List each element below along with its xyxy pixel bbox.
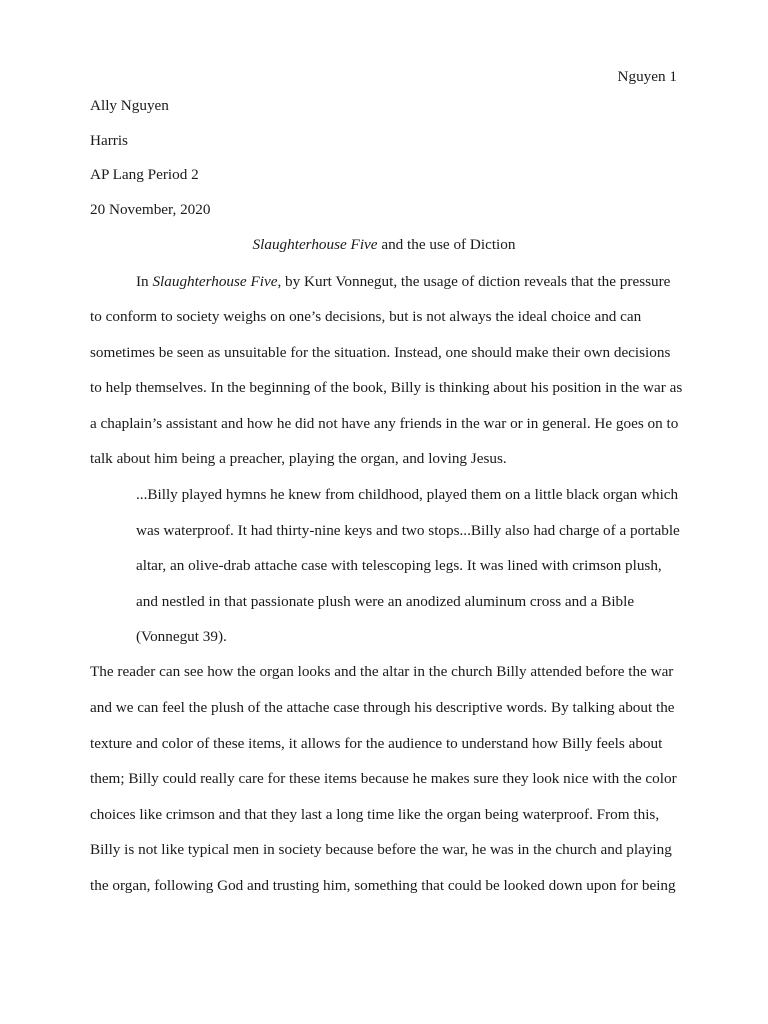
block-quote-line: ...Billy played hymns he knew from childhood, played them on a little black organ which bbox=[136, 486, 679, 503]
title-rest: and the use of Diction bbox=[377, 236, 516, 253]
paragraph-1-line: talk about him being a preacher, playing the organ, and loving Jesus. bbox=[90, 450, 507, 467]
paragraph-1-line: sometimes be seen as unsuitable for the situation. Instead, one should make their own decisions bbox=[90, 344, 671, 361]
block-quote-line: altar, an olive-drab attache case with telescoping legs. It was lined with crimson plush, bbox=[136, 557, 662, 574]
paragraph-1-line-1 bbox=[136, 272, 670, 292]
block-quote-citation: (Vonnegut 39). bbox=[136, 628, 227, 645]
p1-line1-pre: In bbox=[136, 273, 153, 290]
page-header-number: Nguyen 1 bbox=[617, 68, 677, 85]
paragraph-1-line: to conform to society weighs on one’s decisions, but is not always the ideal choice and can bbox=[90, 308, 642, 325]
paragraph-2-line: texture and color of these items, it allows for the audience to understand how Billy feels about bbox=[90, 735, 663, 752]
paragraph-2-line: The reader can see how the organ looks and the altar in the church Billy attended before the war bbox=[90, 663, 674, 680]
p1-book-name: Slaughterhouse Five bbox=[152, 273, 278, 290]
p1-line1-post: , by Kurt Vonnegut, the usage of diction reveals that the pressure bbox=[277, 273, 671, 290]
title-book-name: Slaughterhouse Five bbox=[252, 236, 378, 253]
paragraph-2-line: Billy is not like typical men in society because before the war, he was in the church and playing bbox=[90, 841, 672, 858]
author-name: Ally Nguyen bbox=[90, 97, 169, 114]
paragraph-1-line: a chaplain’s assistant and how he did not have any friends in the war or in general. He goes on to bbox=[90, 415, 679, 432]
paragraph-2-line: choices like crimson and that they last a long time like the organ being waterproof. From this, bbox=[90, 806, 660, 823]
block-quote-line: and nestled in that passionate plush were an anodized aluminum cross and a Bible bbox=[136, 593, 635, 610]
paragraph-2-line: the organ, following God and trusting him, something that could be looked down upon for being bbox=[90, 877, 676, 894]
course-name: AP Lang Period 2 bbox=[90, 166, 199, 183]
block-quote-line: was waterproof. It had thirty-nine keys and two stops...Billy also had charge of a portable bbox=[136, 522, 680, 539]
teacher-name: Harris bbox=[90, 132, 128, 149]
essay-title bbox=[0, 235, 768, 255]
paragraph-2-line: and we can feel the plush of the attache case through his descriptive words. By talking about the bbox=[90, 699, 675, 716]
paragraph-1-line: to help themselves. In the beginning of the book, Billy is thinking about his position in the war as bbox=[90, 379, 683, 396]
paragraph-2-line: them; Billy could really care for these items because he makes sure they look nice with the color bbox=[90, 770, 677, 787]
essay-date: 20 November, 2020 bbox=[90, 201, 211, 218]
